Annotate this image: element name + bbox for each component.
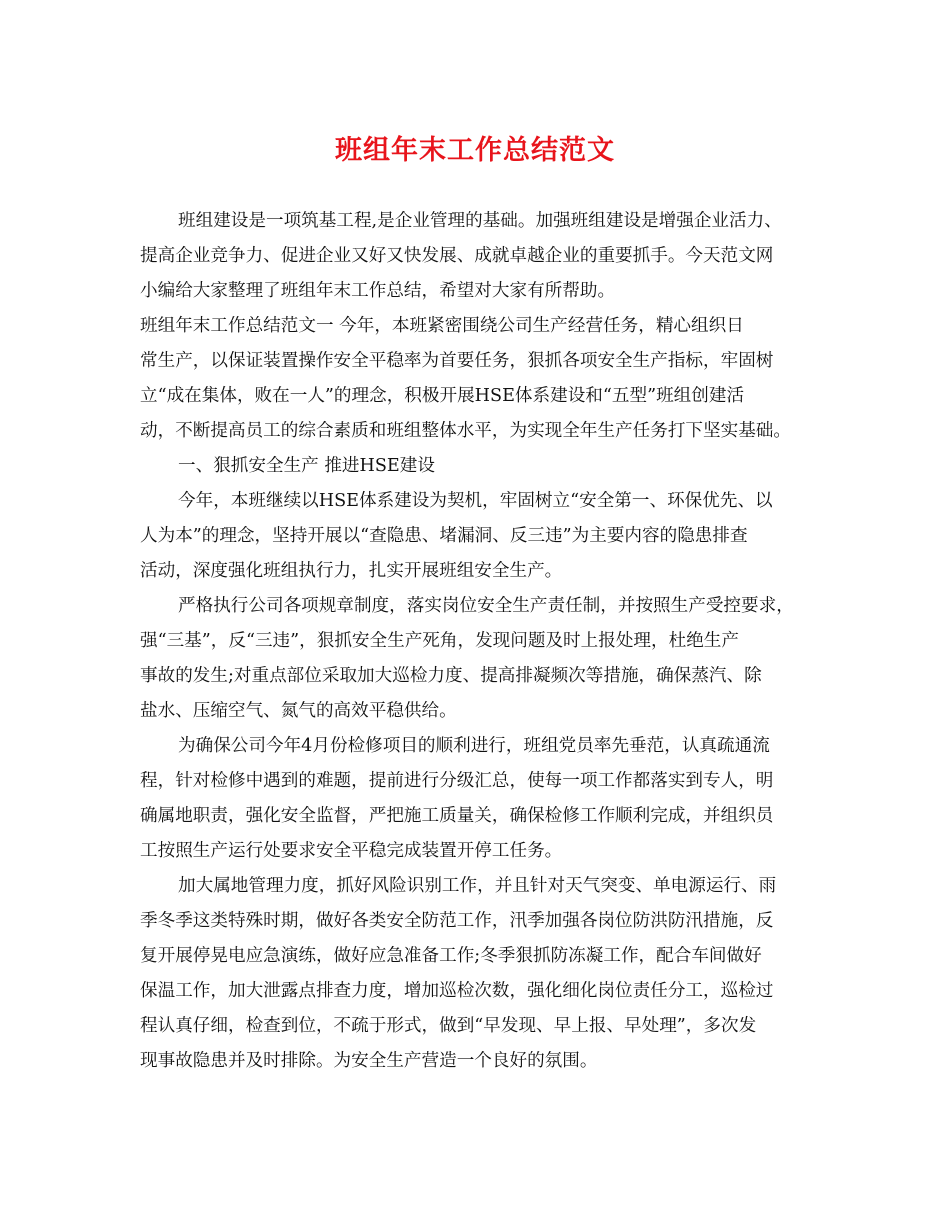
paragraph-line: 确属地职责，强化安全监督，严把施工质量关，确保检修工作顺利完成，并组织员 [140,806,774,826]
paragraph-line: 保温工作，加大泄露点排查力度，增加巡检次数，强化细化岗位责任分工，巡检过 [140,981,774,1001]
document-title: 班组年末工作总结范文 [335,135,615,166]
paragraph-line: 班组建设是一项筑基工程,是企业管理的基础。加强班组建设是增强企业活力、 [178,211,782,231]
paragraph-line: 人为本”的理念，坚持开展以“查隐患、堵漏洞、反三违”为主要内容的隐患排查 [140,526,748,546]
paragraph-line: 班组年末工作总结范文一 今年，本班紧密围绕公司生产经营任务，精心组织日 [140,316,744,336]
paragraph-line: 严格执行公司各项规章制度，落实岗位安全生产责任制，并按照生产受控要求， [178,596,794,616]
paragraph-line: 为确保公司今年4月份检修项目的顺利进行，班组党员率先垂范，认真疏通流 [178,736,770,756]
paragraph-line: 提高企业竞争力、促进企业又好又快发展、成就卓越企业的重要抓手。今天范文网 [140,246,774,266]
paragraph-line: 季冬季这类特殊时期，做好各类安全防范工作，汛季加强各岗位防洪防汛措施，反 [140,911,774,931]
paragraph-line: 复开展停晃电应急演练，做好应急准备工作;冬季狠抓防冻凝工作，配合车间做好 [140,946,762,966]
paragraph-line: 程，针对检修中遇到的难题，提前进行分级汇总，使每一项工作都落实到专人，明 [140,771,774,791]
paragraph-line: 立“成在集体，败在一人”的理念，积极开展HSE体系建设和“五型”班组创建活 [140,386,745,406]
paragraph-line: 小编给大家整理了班组年末工作总结，希望对大家有所帮助。 [140,281,616,301]
paragraph-line: 今年，本班继续以HSE体系建设为契机，牢固树立“安全第一、环保优先、以 [178,491,773,511]
paragraph-line: 动，不断提高员工的综合素质和班组整体水平，为实现全年生产任务打下坚实基础。 [140,421,791,441]
paragraph-line: 常生产，以保证装置操作安全平稳率为首要任务，狠抓各项安全生产指标，牢固树 [140,351,774,371]
paragraph-line: 事故的发生;对重点部位采取加大巡检力度、提高排凝频次等措施，确保蒸汽、除 [140,666,762,686]
paragraph-line: 强“三基”，反“三违”，狠抓安全生产死角，发现问题及时上报处理，杜绝生产 [140,631,739,651]
paragraph-line: 工按照生产运行处要求安全平稳完成装置开停工任务。 [140,841,563,861]
section-heading: 一、狠抓安全生产 推进HSE建设 [178,456,435,476]
paragraph-line: 盐水、压缩空气、氮气的高效平稳供给。 [140,701,457,721]
paragraph-line: 现事故隐患并及时排除。为安全生产营造一个良好的氛围。 [140,1051,598,1071]
paragraph-line: 程认真仔细，检查到位，不疏于形式，做到“早发现、早上报、早处理”，多次发 [140,1016,757,1036]
paragraph-line: 加大属地管理力度，抓好风险识别工作，并且针对天气突变、单电源运行、雨 [178,876,777,896]
paragraph-line: 活动，深度强化班组执行力，扎实开展班组安全生产。 [140,561,563,581]
